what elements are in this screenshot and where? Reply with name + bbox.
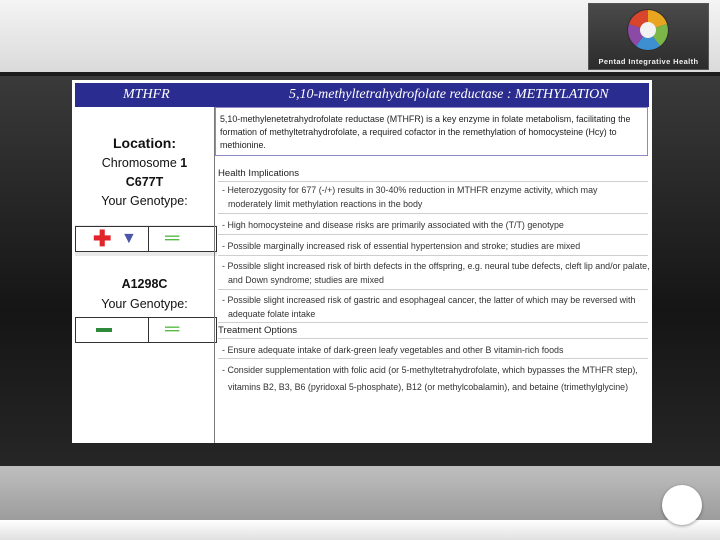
a1298c-block — [75, 277, 214, 317]
divider — [218, 213, 648, 214]
genotype-label-2: Your Genotype: — [101, 297, 188, 311]
divider — [218, 234, 648, 235]
allele-cell-1 — [76, 227, 149, 251]
location-block — [75, 107, 214, 225]
chromosome-prefix: Chromosome — [101, 156, 177, 170]
divider — [218, 338, 648, 339]
logo-pinwheel-icon — [626, 8, 670, 52]
divider — [218, 255, 648, 256]
chromosome-label — [75, 156, 214, 170]
slide-nav-button[interactable] — [662, 485, 702, 525]
list-item-continued: vitamins B2, B3, B6 (pyridoxal 5-phosphate), B12 (or methylcobalamin), and betaine (trimethylglycine) — [228, 382, 629, 392]
enzyme-description: 5,10-methylenetetrahydrofolate reductase (MTHFR) is a key enzyme in folate metabolism, facilitating the formation of methyltetrahydrofolate, a required cofactor in the remethylation of homocysteine (Hcy) to methionine. — [220, 114, 631, 150]
bottom-footer — [0, 520, 720, 540]
list-item-continued: moderately limit methylation reactions in the body — [228, 199, 423, 209]
list-item: - Ensure adequate intake of dark-green leafy vegetables and other B vitamin-rich foods — [222, 345, 564, 355]
list-item: - High homocysteine and disease risks are primarily associated with the (T/T) genotype — [222, 220, 564, 230]
list-item: - Heterozygosity for 677 (-/+) results in 30-40% reduction in MTHFR enzyme activity, which may — [222, 185, 598, 195]
genotype-column — [75, 107, 214, 443]
genotype-row-a1298c — [75, 317, 217, 343]
divider — [218, 322, 648, 323]
list-item: - Possible slight increased risk of birth defects in the offspring, e.g. neural tube defects, cleft lip and/or palate, — [222, 261, 650, 271]
bottom-band — [0, 466, 720, 520]
column-divider — [214, 107, 215, 443]
allele-cell-1 — [76, 318, 149, 342]
list-item: - Possible marginally increased risk of essential hypertension and stroke; studies are mixed — [222, 241, 581, 251]
snp-a1298c: A1298C — [121, 277, 168, 291]
list-item: - Consider supplementation with folic acid (or 5-methyltetrahydrofolate, which bypasses the MTHFR step), — [222, 365, 638, 375]
divider — [218, 181, 648, 182]
equals-icon: ═ — [165, 227, 180, 249]
brand-logo — [588, 3, 709, 70]
table-header — [75, 83, 649, 107]
equals-icon: ═ — [165, 318, 180, 340]
enzyme-title: 5,10-methyltetrahydrofolate reductase : METHYLATION — [289, 87, 609, 102]
row-gap — [75, 252, 217, 256]
location-heading: Location: — [113, 135, 176, 151]
list-item-continued: adequate folate intake — [228, 309, 316, 319]
description-box — [215, 107, 648, 156]
health-heading: Health Implications — [218, 168, 300, 179]
snp-c677t: C677T — [125, 175, 164, 189]
treatment-heading: Treatment Options — [218, 325, 298, 336]
genotype-label-1: Your Genotype: — [101, 194, 188, 208]
minus-icon — [96, 328, 112, 332]
genotype-row-c677t — [75, 226, 217, 252]
divider — [218, 289, 648, 290]
arrow-down-icon: ▼ — [121, 230, 137, 247]
plus-icon: ✚ — [93, 226, 112, 251]
brand-name: Pentad Integrative Health — [598, 57, 699, 66]
allele-cell-2 — [148, 227, 216, 251]
list-item-continued: and Down syndrome; studies are mixed — [228, 275, 384, 285]
list-item: - Possible slight increased risk of gastric and esophageal cancer, the latter of which may be reversed with — [222, 295, 636, 305]
allele-cell-2 — [148, 318, 216, 342]
chromosome-number: 1 — [180, 156, 188, 170]
divider — [218, 358, 648, 359]
gene-name: MTHFR — [123, 87, 170, 102]
mthfr-report-table — [72, 80, 652, 443]
